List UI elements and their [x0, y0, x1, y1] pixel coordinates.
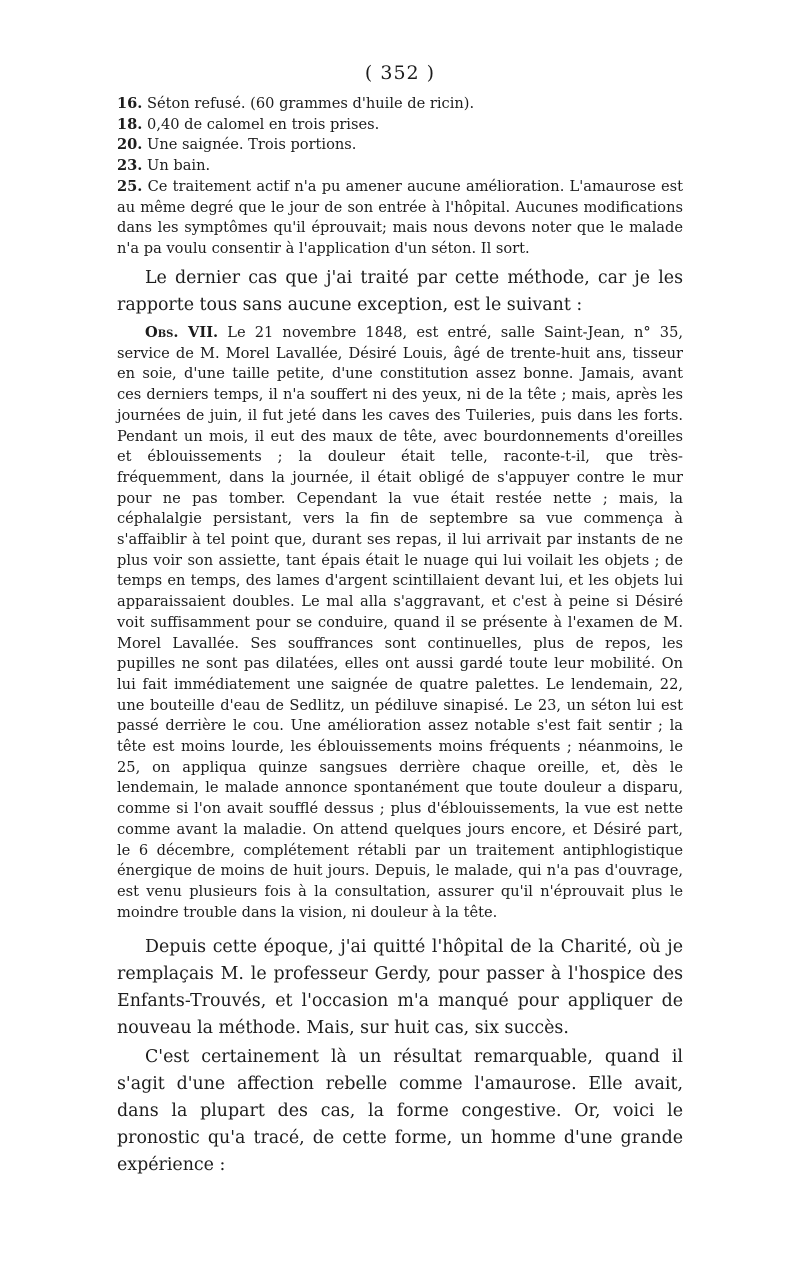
paragraph-after: Depuis cette époque, j'ai quitté l'hôpital de la Charité, où je remplaçais M. le professeur Gerdy, pour passer à l'hospice des Enfants-Trouvés, et l'occasion m'a manqué pour appliquer de nouveau la méthode. Mais, sur huit cas, six succès. — [117, 937, 683, 1038]
journal-text: Un bain. — [147, 157, 211, 175]
journal-text: Ce traitement actif n'a pu amener aucune amélioration. L'amaurose est au même degré que le jour de son entrée à l'hôpital. Aucunes modifications dans les symptômes qu'il éprouvait; mais nous devons noter que le malade n'a pa voulu consentir à l'application d'un séton. Il sort. — [117, 177, 684, 257]
journal-day: 25. — [117, 177, 143, 195]
journal-day: 18. — [117, 115, 143, 133]
journal-entry — [117, 94, 683, 115]
journal-entry — [117, 177, 683, 260]
observation-label: Obs. VII. — [145, 324, 219, 341]
journal-entries — [117, 94, 683, 260]
page-number: ( 352 ) — [364, 62, 436, 84]
paragraph-final: C'est certainement là un résultat remarquable, quand il s'agit d'une affection rebelle comme l'amaurose. Elle avait, dans la plupart des cas, la forme congestive. Or, voici le pronostic qu'a tracé, de cette forme, un homme d'une grande expérience : — [117, 1047, 683, 1175]
observation-text: Le 21 novembre 1848, est entré, salle Saint-Jean, n° 35, service de M. Morel Lavallée, Désiré Louis, âgé de trente-huit ans, tisseur en soie, d'une taille petite, d'une constitution assez bonne. Jamais, avant ces derniers temps, il n'a souffert ni des yeux, ni de la tête ; mais, après les journées de juin, il fut jeté dans les caves des Tuileries, puis dans les forts. Pendant un mois, il eut des maux de tête, avec bourdonnements d'oreilles et éblouissements ; la douleur était telle, raconte-t-il, que très-fréquemment, dans la journée, il était obligé de s'appuyer contre le mur pour ne pas tomber. Cependant la vue était restée nette ; mais, la céphalalgie persistant, vers la fin de septembre sa vue commença à s'affaiblir à tel point que, durant ses repas, il lui arrivait par instants de ne plus voir son assiette, tant épais était le nuage qui lui voilait les objets ; de temps en temps, des lames d'argent scintillaient devant lui, et les objets lui apparaissaient doubles. Le mal alla s'aggravant, et c'est à peine si Désiré voit suffisamment pour se conduire, quand il se présente à l'examen de M. Morel Lavallée. Ses souffrances sont continuelles, plus de repos, les pupilles ne sont pas dilatées, elles ont aussi gardé toute leur mobilité. On lui fait immédiatement une saignée de quatre palettes. Le lendemain, 22, une bouteille d'eau de Sedlitz, un pédiluve sinapisé. Le 23, un séton lui est passé derrière le cou. Une amélioration assez notable s'est fait sentir ; la tête est moins lourde, les éblouissements moins fréquents ; néanmoins, le 25, on appliqua quinze sangsues derrière chaque oreille, et, dès le lendemain, le malade annonce spontanément que toute douleur a disparu, comme si l'on avait soufflé dessus ; plus d'éblouissements, la vue est nette comme avant la maladie. On attend quelques jours encore, et Désiré part, le 6 décembre, complétement rétabli par un traitement antiphlogistique énergique de moins de huit jours. Depuis, le malade, qui n'a pas d'ouvrage, est venu plusieurs fois à la consultation, assurer qu'il n'éprouvait plus le moindre trouble dans la vision, ni douleur à la tête. — [117, 324, 684, 921]
journal-text: 0,40 de calomel en trois prises. — [147, 115, 380, 133]
journal-text: Séton refusé. (60 grammes d'huile de ricin). — [147, 95, 475, 112]
journal-entry — [117, 156, 683, 177]
observation-block — [117, 323, 683, 923]
journal-day: 20. — [117, 136, 143, 154]
paragraph-intro: Le dernier cas que j'ai traité par cette méthode, car je les rapporte tous sans aucune exception, est le suivant : — [117, 268, 683, 315]
journal-entry — [117, 135, 683, 156]
journal-entry — [117, 115, 683, 136]
journal-day: 16. — [117, 95, 143, 112]
journal-text: Une saignée. Trois portions. — [147, 136, 357, 154]
journal-day: 23. — [117, 157, 143, 175]
